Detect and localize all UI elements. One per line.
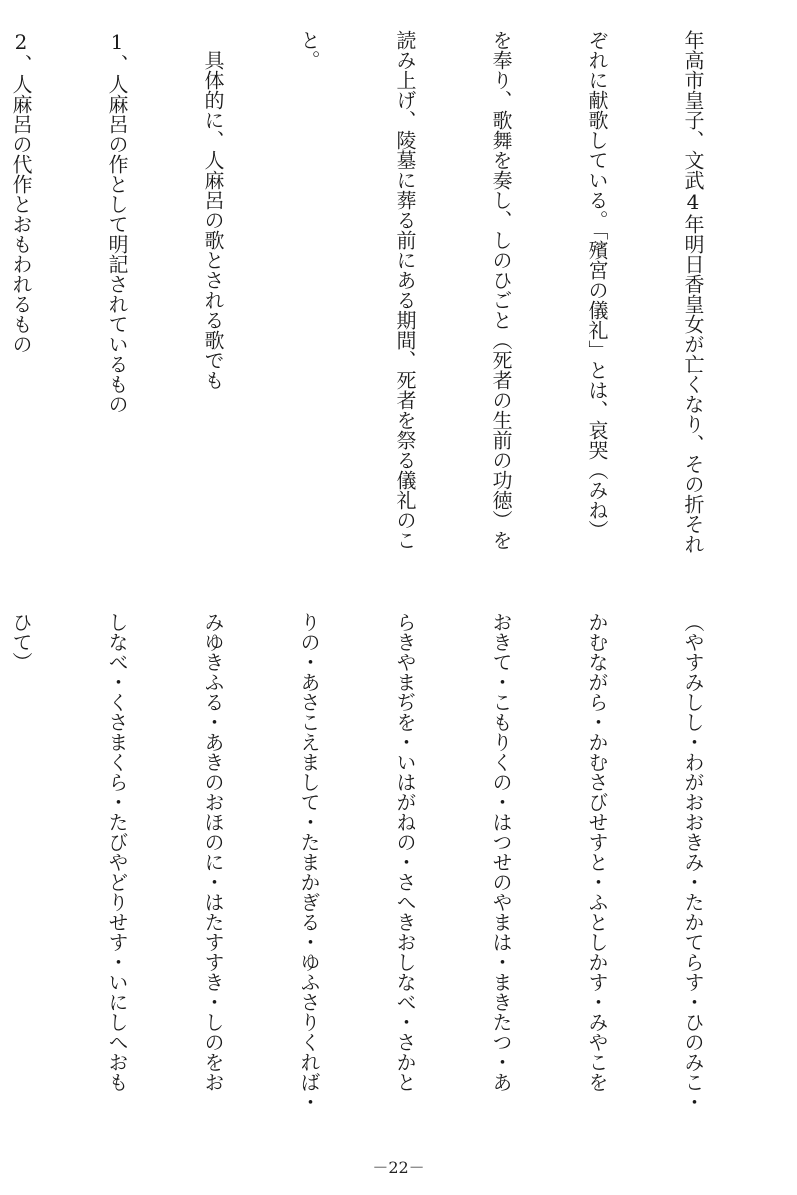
reading-line: ひて）	[9, 612, 33, 672]
text-line: 具体的に、人麻呂の歌とされる歌でも	[201, 30, 225, 390]
text-line: 1、人麻呂の作として明記されているもの	[105, 30, 129, 414]
text-line: ぞれに献歌している。「殯宮の儀礼」とは、哀哭（みね）	[585, 30, 609, 540]
text-line: 2、人麻呂の代作とおもわれるもの	[9, 30, 33, 354]
reading-line: （やすみしし・わがおおきみ・たかてらす・ひのみこ・	[681, 612, 705, 1112]
text-line: を奉り、歌舞を奏し、しのひごと（死者の生前の功徳）を	[489, 30, 513, 550]
reading-line: らきやまぢを・いはがねの・さへきおしなべ・さかと	[393, 612, 417, 1092]
text-line: と。	[297, 30, 321, 70]
reading-line: みゆきふる・あきのおほのに・はたすすき・しのをお	[201, 612, 225, 1092]
text-line: 読み上げ、陵墓に葬る前にある期間、死者を祭る儀礼のこ	[393, 30, 417, 550]
reading-line: おきて・こもりくの・はつせのやまは・まきたつ・あ	[489, 612, 513, 1092]
text-line: 年高市皇子、文武4年明日香皇女が亡くなり、その折それ	[681, 30, 705, 554]
lower-text-block	[0, 612, 773, 1152]
reading-line: りの・あさこえまして・たまかぎる・ゆふさりくれば・	[297, 612, 321, 1112]
reading-line: しなべ・くさまくら・たびやどりせす・いにしへおも	[105, 612, 129, 1092]
upper-text-block	[0, 30, 773, 570]
page-number: －22－	[372, 1158, 425, 1177]
reading-line: かむながら・かむさびせすと・ふとしかす・みやこを	[585, 612, 609, 1092]
